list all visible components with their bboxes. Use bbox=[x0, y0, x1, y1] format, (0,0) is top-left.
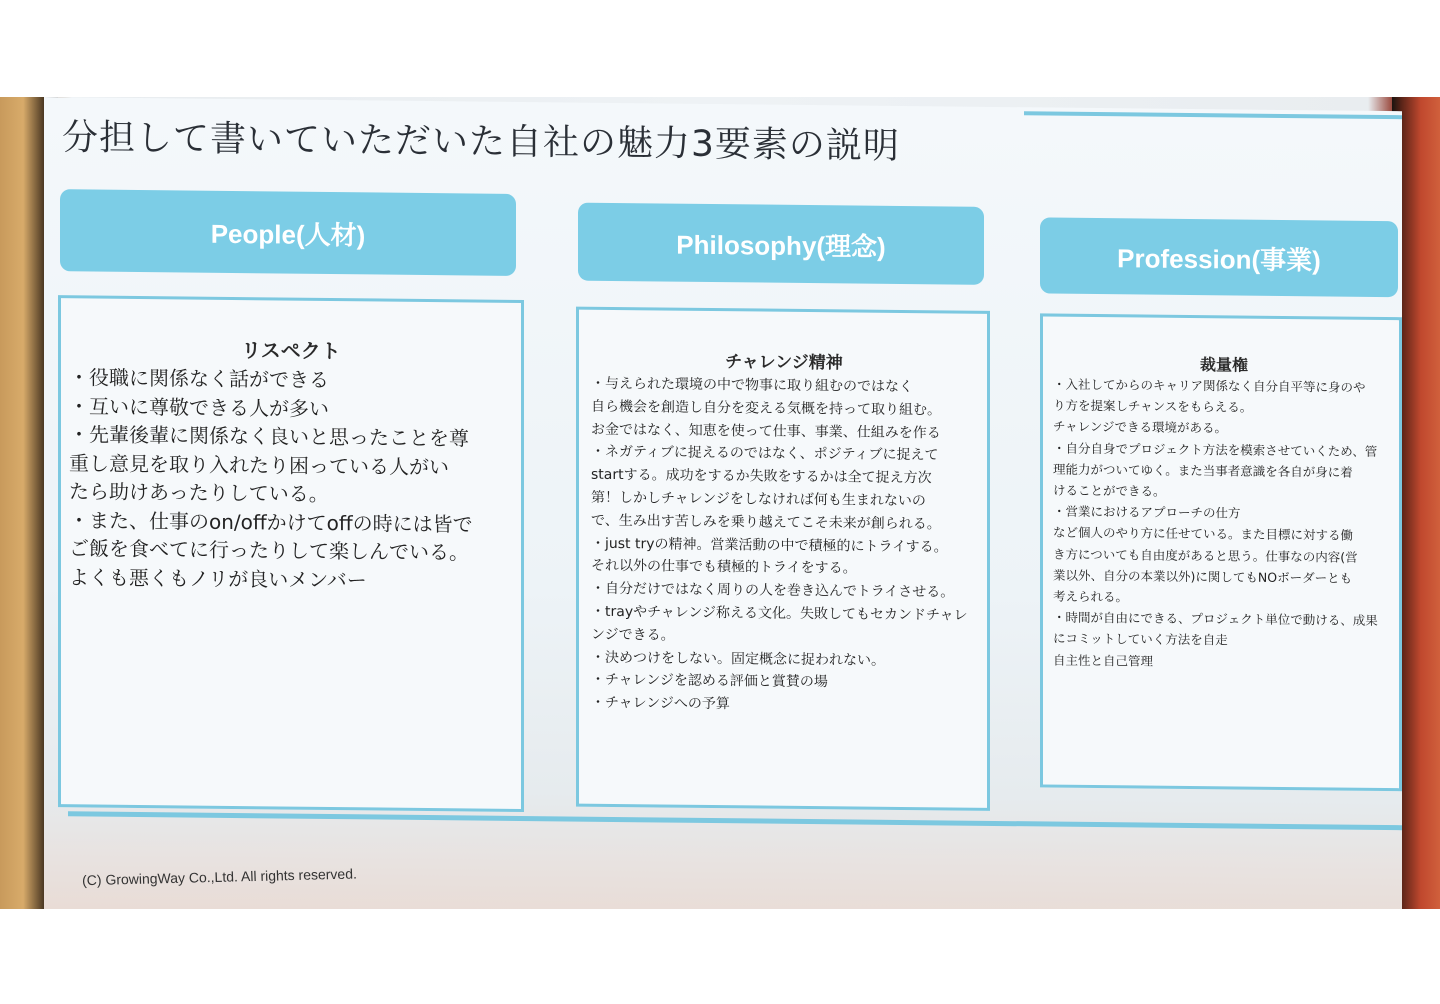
text-line: けることができる。 bbox=[1053, 482, 1166, 499]
text-line: ご飯を食べてに行ったりして楽しんでいる。 bbox=[69, 536, 469, 565]
text-line: ・入社してからのキャリア関係なく自分自平等に身のや bbox=[1053, 376, 1366, 395]
text-line: 理能力がついてゆく。また当事者意識を各自が身に着 bbox=[1053, 461, 1353, 480]
text-line: お金ではなく、知恵を使って仕事、事業、仕組みを作る bbox=[591, 421, 941, 441]
text-line: ・trayやチャレンジ称える文化。失敗してもセカンドチャレ bbox=[591, 603, 968, 624]
text-line: ンジできる。 bbox=[591, 626, 675, 644]
text-line: ・自分自身でプロジェクト方法を模索させていくため、管 bbox=[1053, 440, 1378, 459]
column-subtitle-profession: 裁量権 bbox=[1199, 355, 1248, 375]
text-line: チャレンジできる環境がある。 bbox=[1053, 418, 1228, 436]
text-line: ・チャレンジを認める評価と賞賛の場 bbox=[591, 672, 828, 691]
text-line: ・決めつけをしない。固定概念に捉われない。 bbox=[591, 649, 885, 669]
text-line: 自ら機会を創造し自分を変える気概を持って取り組む。 bbox=[591, 398, 941, 419]
text-line: ・just tryの精神。営業活動の中で積極的にトライする。 bbox=[591, 535, 948, 556]
text-line: で、生み出す苦しみを乗り越えてこそ未来が創られる。 bbox=[591, 512, 941, 533]
text-line: たら助けあったりしている。 bbox=[69, 479, 329, 506]
text-line: 第！しかしチャレンジをしなければ何も生まれないの bbox=[591, 489, 926, 510]
text-line: startする。成功をするか失敗をするかは全て捉え方次 bbox=[591, 466, 932, 487]
text-line: 考えられる。 bbox=[1053, 588, 1129, 605]
column-text-philosophy bbox=[591, 373, 977, 719]
text-line: よくも悪くもノリが良いメンバー bbox=[69, 564, 367, 592]
text-line: ・営業におけるアプローチの仕方 bbox=[1053, 503, 1241, 521]
column-box-profession bbox=[1040, 313, 1402, 791]
column-box-philosophy bbox=[576, 307, 990, 811]
text-line: り方を提案しチャンスをもらえる。 bbox=[1053, 397, 1253, 415]
column-subtitle-philosophy: チャレンジ精神 bbox=[725, 352, 843, 374]
column-text-people bbox=[69, 363, 513, 596]
text-line: ・自分だけではなく周りの人を巻き込んでトライさせる。 bbox=[591, 580, 955, 601]
slide-title: 分担して書いていただいた自社の魅力3要素の説明 bbox=[62, 117, 900, 167]
top-accent-line bbox=[1024, 111, 1402, 119]
text-line: にコミットしていく方法を自走 bbox=[1053, 631, 1228, 648]
text-line: ・役職に関係なく話ができる bbox=[69, 365, 329, 392]
text-line: 業以外、自分の本業以外)に関してもNOボーダーとも bbox=[1053, 567, 1353, 586]
column-text-profession bbox=[1053, 374, 1395, 674]
text-line: ・与えられた環境の中で物事に取り組むのではなく bbox=[591, 375, 913, 396]
text-line: ・また、仕事のon/offかけてoffの時には皆で bbox=[69, 507, 473, 536]
bottom-accent-line bbox=[68, 811, 1402, 830]
column-header-philosophy: Philosophy(理念) bbox=[578, 203, 984, 285]
text-line: 重し意見を取り入れたり困っている人がい bbox=[69, 450, 449, 479]
text-line: それ以外の仕事でも積極的トライをする。 bbox=[591, 558, 857, 577]
column-header-profession: Profession(事業) bbox=[1040, 217, 1398, 297]
projection-screen bbox=[44, 97, 1402, 909]
text-line: ・時間が自由にできる、プロジェクト単位で動ける、成果 bbox=[1053, 609, 1378, 629]
text-line: ・先輩後輩に関係なく良いと思ったことを尊 bbox=[69, 422, 469, 451]
column-header-people: People(人材) bbox=[60, 189, 516, 276]
text-line: など個人のやり方に任せている。また目標に対する働 bbox=[1053, 524, 1354, 544]
column-subtitle-people: リスペクト bbox=[241, 338, 341, 364]
text-line: き方についても自由度があると思う。仕事なの内容(営 bbox=[1053, 546, 1358, 565]
column-box-people bbox=[58, 295, 524, 812]
text-line: ・チャレンジへの予算 bbox=[591, 694, 730, 713]
text-line: 自主性と自己管理 bbox=[1053, 652, 1154, 669]
text-line: ・互いに尊敬できる人が多い bbox=[69, 393, 329, 421]
copyright-notice: (C) GrowingWay Co.,Ltd. All rights reserved. bbox=[81, 865, 358, 889]
slide-photo bbox=[0, 97, 1440, 909]
text-line: ・ネガティブに捉えるのではなく、ポジティブに捉えて bbox=[591, 444, 939, 464]
